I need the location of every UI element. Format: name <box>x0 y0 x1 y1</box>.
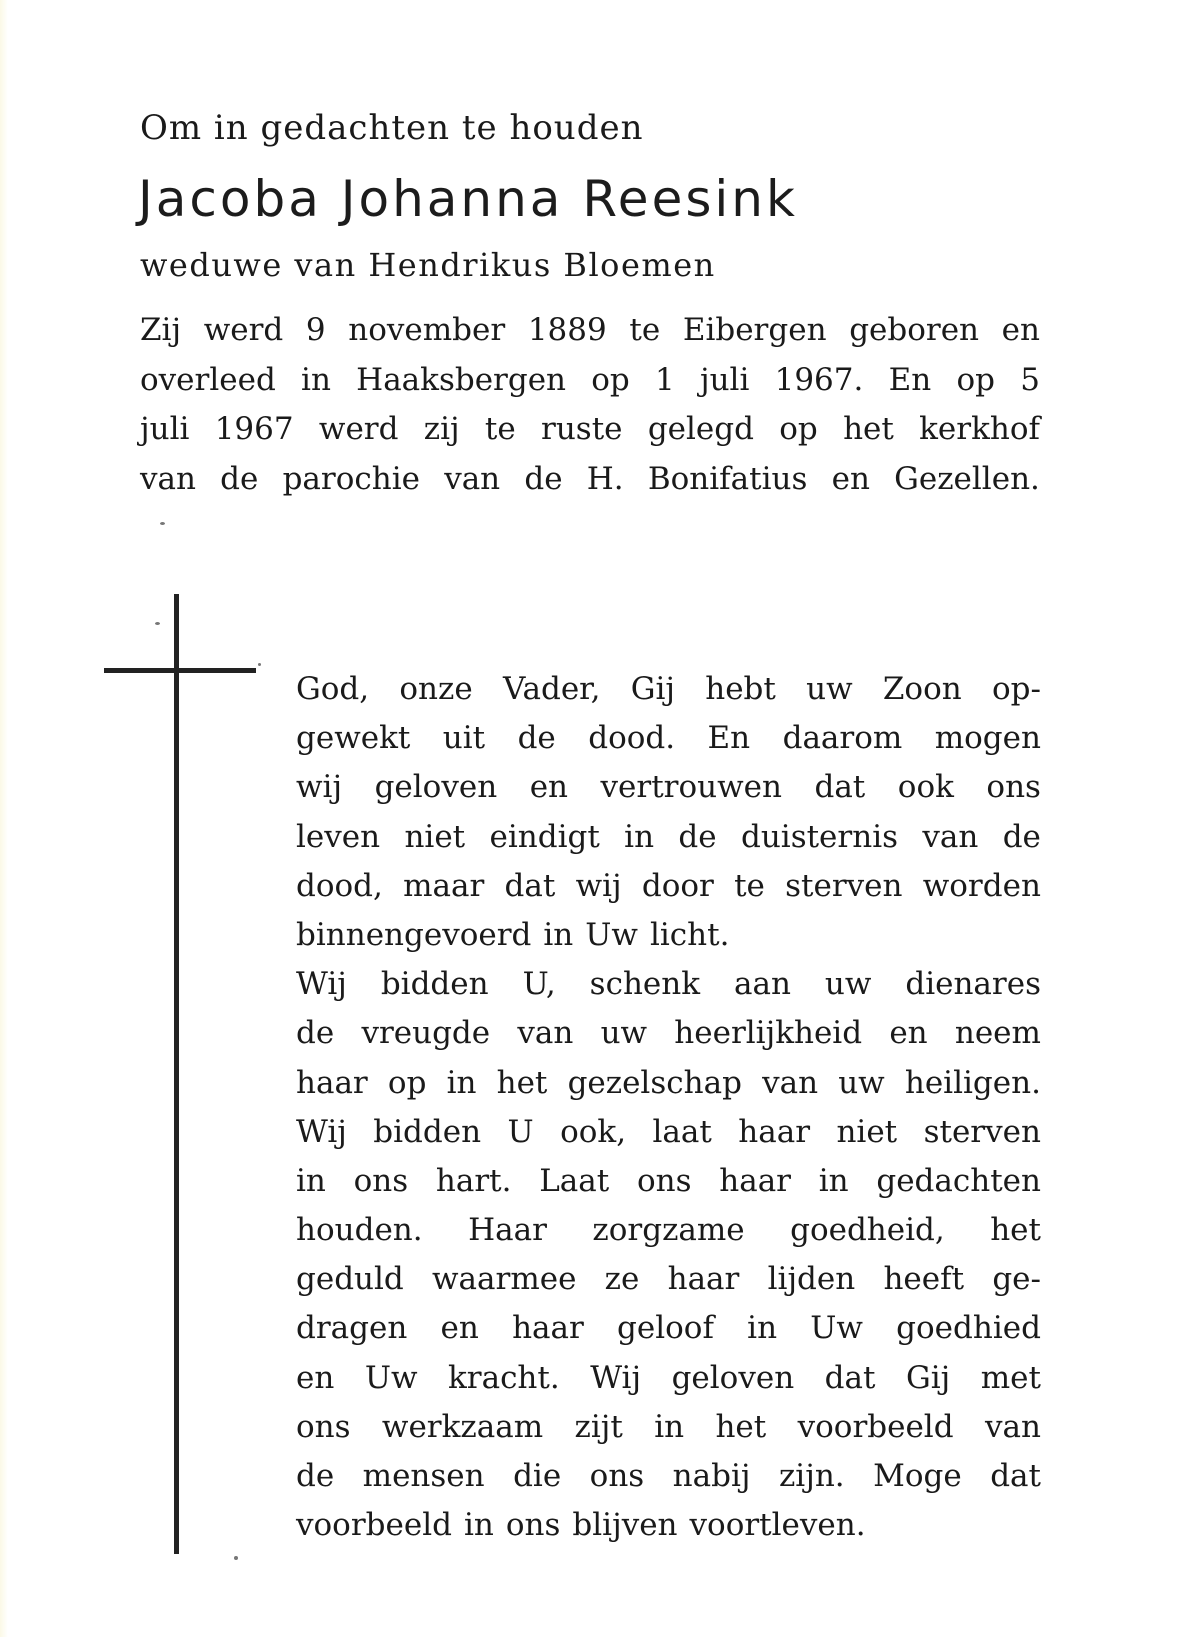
word: onze <box>399 671 473 707</box>
word: ons <box>589 1458 645 1494</box>
print-speck <box>155 622 160 625</box>
word: bidden <box>373 1113 482 1150</box>
word: hart. <box>435 1162 512 1199</box>
word: uw <box>838 1064 885 1101</box>
word: geloof <box>617 1310 714 1347</box>
word: haar <box>719 1162 791 1199</box>
word: dat <box>814 769 866 806</box>
prayer-line <box>296 714 1041 763</box>
word: Haaksbergen <box>356 361 567 398</box>
prayer-line <box>296 1304 1041 1353</box>
widow-of-line: weduwe van Hendrikus Bloemen <box>140 246 716 284</box>
prayer-line <box>296 911 1041 960</box>
word: H. <box>586 460 624 497</box>
word: Laat <box>539 1162 610 1199</box>
paper-edge <box>0 0 8 1637</box>
word: Uw <box>364 1359 418 1396</box>
word: ge- <box>992 1261 1041 1298</box>
word: in <box>446 1064 477 1101</box>
word: nabij <box>672 1458 751 1494</box>
biography-line <box>140 455 1040 505</box>
word: voortleven. <box>689 1507 866 1544</box>
print-speck <box>258 663 261 666</box>
word: de <box>517 720 556 757</box>
word: Gezellen. <box>894 460 1040 497</box>
word: met <box>980 1359 1041 1396</box>
word: in <box>296 1162 326 1199</box>
word: 9 <box>305 312 326 348</box>
word: die <box>513 1458 562 1494</box>
word: gezelschap <box>567 1064 742 1101</box>
word: op- <box>991 671 1041 707</box>
word: in <box>654 1408 685 1445</box>
deceased-name: Jacoba Johanna Reesink <box>138 170 798 228</box>
word: geduld <box>296 1261 404 1298</box>
word: goedhied <box>896 1310 1041 1347</box>
cross-vertical-bar <box>174 594 179 1554</box>
biography-line <box>140 306 1040 356</box>
word: ruste <box>541 411 623 447</box>
word: Wij <box>296 1113 347 1150</box>
word: neem <box>954 1015 1041 1052</box>
word: duisternis <box>740 818 899 855</box>
word: ook <box>897 769 954 806</box>
word: op <box>591 361 630 398</box>
word: Zoon <box>882 671 962 707</box>
word: bidden <box>380 966 489 1003</box>
word: dat <box>990 1458 1041 1494</box>
word: licht. <box>649 916 730 953</box>
word: lijden <box>767 1261 856 1298</box>
biography-line <box>140 405 1040 455</box>
word: U <box>507 1113 534 1150</box>
word: de <box>220 460 259 497</box>
word: gedachten <box>876 1162 1041 1199</box>
word: En <box>707 720 751 757</box>
word: juli <box>140 411 190 447</box>
prayer-line <box>296 1501 1041 1550</box>
word: Uw <box>585 916 638 953</box>
word: van <box>140 460 196 497</box>
word: gewekt <box>296 720 411 757</box>
word: haar <box>667 1261 740 1298</box>
word: werd <box>203 312 284 348</box>
word: 1967 <box>214 411 294 447</box>
word: Moge <box>873 1458 962 1494</box>
word: geloven <box>671 1359 795 1396</box>
word: van <box>444 460 501 497</box>
word: zijt <box>574 1408 623 1445</box>
word: de <box>296 1458 335 1494</box>
word: in <box>624 818 655 855</box>
word: 1 <box>655 361 675 398</box>
word: en <box>529 769 568 806</box>
word: zorgzame <box>592 1212 745 1249</box>
word: van <box>517 1015 574 1052</box>
word: dienares <box>905 966 1041 1003</box>
prayer-line <box>296 960 1041 1009</box>
word: aan <box>733 966 791 1003</box>
word: Haar <box>468 1212 547 1249</box>
word: ons <box>353 1162 409 1199</box>
word: dat <box>504 867 556 904</box>
prayer-line <box>296 1403 1041 1452</box>
word: mensen <box>362 1458 485 1494</box>
word: op <box>779 411 818 447</box>
prayer-line <box>296 1059 1041 1108</box>
word: vertrouwen <box>600 769 782 806</box>
word: 1889 <box>527 312 607 348</box>
word: te <box>734 867 765 904</box>
word: gelegd <box>647 411 754 447</box>
word: goedheid, <box>790 1212 945 1249</box>
word: en <box>296 1359 335 1396</box>
word: niet <box>404 818 466 855</box>
biography-paragraph <box>140 306 1040 504</box>
word: ons <box>296 1408 351 1445</box>
word: uit <box>442 720 486 757</box>
word: van <box>762 1064 819 1101</box>
word: dragen <box>296 1310 408 1347</box>
prayer-line <box>296 1255 1041 1304</box>
word: leven <box>296 818 381 855</box>
print-speck <box>234 1556 238 1560</box>
word: heiligen. <box>904 1064 1041 1101</box>
word: in <box>543 916 574 953</box>
word: heerlijkheid <box>674 1015 863 1052</box>
word: Vader, <box>502 671 601 707</box>
word: maar <box>403 867 485 904</box>
word: en <box>440 1310 479 1347</box>
prayer-line <box>296 1157 1041 1206</box>
word: kracht. <box>447 1359 560 1396</box>
prayer-line <box>296 1452 1041 1501</box>
word: daarom <box>782 720 903 757</box>
word: Bonifatius <box>647 460 808 497</box>
word: november <box>348 312 506 348</box>
word: en <box>889 1015 928 1052</box>
word: niet <box>836 1113 898 1150</box>
prayer-line <box>296 665 1041 714</box>
word: dood, <box>296 867 383 904</box>
word: werd <box>318 411 399 447</box>
word: eindigt <box>489 818 600 855</box>
word: laat <box>652 1113 712 1150</box>
word: juli <box>699 361 750 398</box>
word: Gij <box>630 671 675 707</box>
word: het <box>715 1408 767 1445</box>
word: wij <box>296 769 343 806</box>
word: hebt <box>705 671 776 707</box>
word: door <box>641 867 714 904</box>
word: ook, <box>560 1113 627 1150</box>
word: binnengevoerd <box>296 916 532 953</box>
word: God, <box>296 671 370 707</box>
word: dat <box>824 1359 876 1396</box>
word: Wij <box>590 1359 642 1396</box>
word: het <box>990 1212 1041 1249</box>
word: 5 <box>1020 361 1040 398</box>
word: Gij <box>905 1359 951 1396</box>
word: worden <box>922 867 1041 904</box>
word: uw <box>824 966 872 1003</box>
biography-line <box>140 356 1040 406</box>
word: de <box>524 460 563 497</box>
word: haar <box>738 1113 811 1150</box>
word: geboren <box>849 312 980 348</box>
prayer-text <box>296 665 1041 1550</box>
word: op <box>387 1064 427 1101</box>
word: parochie <box>282 460 420 497</box>
word: wij <box>575 867 622 904</box>
prayer-line <box>296 862 1041 911</box>
word: te <box>629 312 661 348</box>
cross-horizontal-bar <box>104 668 256 673</box>
word: sterven <box>923 1113 1041 1150</box>
word: het <box>496 1064 548 1101</box>
prayer-line <box>296 763 1041 812</box>
word: op <box>956 361 995 398</box>
word: ons <box>986 769 1041 806</box>
word: de <box>678 818 717 855</box>
word: Wij <box>296 966 347 1003</box>
word: Zij <box>140 312 182 348</box>
word: blijven <box>572 1507 678 1544</box>
word: U, <box>522 966 556 1003</box>
word: haar <box>512 1310 584 1347</box>
word: dood. <box>588 720 676 757</box>
word: in <box>818 1162 849 1199</box>
word: in <box>747 1310 778 1347</box>
word: geloven <box>374 769 498 806</box>
word: kerkhof <box>919 411 1040 447</box>
word: zijn. <box>778 1458 845 1494</box>
word: overleed <box>140 361 276 398</box>
word: werkzaam <box>381 1408 544 1445</box>
word: uw <box>600 1015 648 1052</box>
word: En <box>888 361 932 398</box>
word: en <box>1001 312 1040 348</box>
word: houden. <box>296 1212 423 1249</box>
word: in <box>463 1507 494 1544</box>
prayer-line <box>296 1108 1041 1157</box>
word: het <box>843 411 894 447</box>
word: van <box>984 1408 1041 1445</box>
word: sterven <box>785 867 903 904</box>
word: vreugde <box>361 1015 491 1052</box>
word: ons <box>636 1162 692 1199</box>
word: te <box>484 411 516 447</box>
memorial-intro: Om in gedachten te houden <box>140 108 644 148</box>
word: waarmee <box>432 1261 577 1298</box>
word: voorbeeld <box>296 1507 452 1544</box>
word: en <box>831 460 870 497</box>
prayer-line <box>296 1206 1041 1255</box>
word: van <box>922 818 979 855</box>
word: voorbeeld <box>797 1408 954 1445</box>
word: de <box>296 1015 335 1052</box>
word: mogen <box>934 720 1041 757</box>
word: zij <box>423 411 460 447</box>
print-speck <box>160 522 165 525</box>
prayer-line <box>296 813 1041 862</box>
word: uw <box>806 671 853 707</box>
word: heeft <box>883 1261 965 1298</box>
prayer-line <box>296 1009 1041 1058</box>
prayer-line <box>296 1354 1041 1403</box>
word: schenk <box>589 966 701 1003</box>
word: Eibergen <box>682 312 827 348</box>
word: in <box>301 361 331 398</box>
word: 1967. <box>774 361 864 398</box>
word: ons <box>505 1507 561 1544</box>
word: ze <box>604 1261 640 1298</box>
word: haar <box>296 1064 368 1101</box>
word: Uw <box>810 1310 863 1347</box>
word: de <box>1002 818 1041 855</box>
